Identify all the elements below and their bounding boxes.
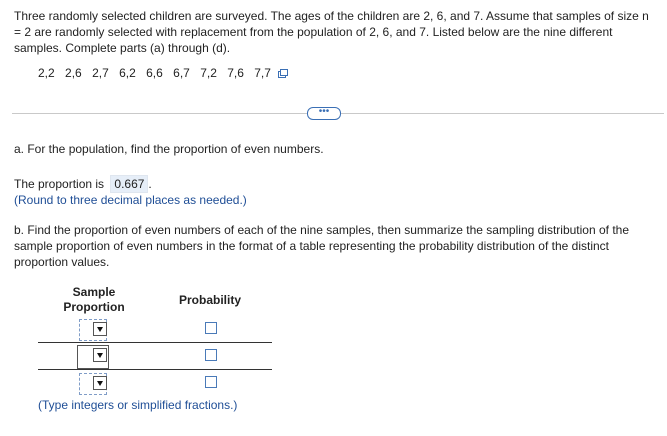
answer-suffix: . <box>148 177 152 191</box>
sample-item: 2,7 <box>92 66 109 80</box>
sample-item: 7,2 <box>200 66 217 80</box>
probability-input-2[interactable] <box>205 349 217 361</box>
sample-item: 2,6 <box>65 66 82 80</box>
column-header-probability: Probability <box>178 293 241 307</box>
sample-proportion-dropdown-1[interactable] <box>93 322 107 336</box>
answer-prefix: The proportion is <box>14 177 105 191</box>
expand-more-button[interactable]: ••• <box>307 107 341 120</box>
sample-proportion-dropdown-2[interactable] <box>93 348 107 362</box>
header-line: Proportion <box>63 300 125 314</box>
sample-item: 6,2 <box>119 66 136 80</box>
header-line: Sample <box>72 285 116 299</box>
sample-list <box>38 66 288 80</box>
sample-item: 2,2 <box>38 66 55 80</box>
sample-item: 7,7 <box>254 66 271 80</box>
copy-icon[interactable] <box>278 69 288 78</box>
part-a-answer-line <box>14 175 152 193</box>
problem-intro: Three randomly selected children are surveyed. The ages of the children are 2, 6, and 7. Assume that samples of size n = 2 are randomly selected with replacement from the population of 2, 6, and 7. Listed below are the nine different samples. Complete parts (a) through (d). <box>14 9 649 55</box>
sample-item: 7,6 <box>227 66 244 80</box>
column-header-sample-proportion <box>54 285 134 315</box>
sample-proportion-dropdown-3[interactable] <box>93 376 107 390</box>
sample-item: 6,6 <box>146 66 163 80</box>
table-row-divider <box>38 342 272 343</box>
table-row-divider <box>38 369 272 370</box>
part-a-question: a. For the population, find the proportion of even numbers. <box>14 142 324 156</box>
sample-item: 6,7 <box>173 66 190 80</box>
part-b-question: b. Find the proportion of even numbers of each of the nine samples, then summarize the sampling distribution of the sample proportion of even numbers in the format of a table representing the probability distribution of the distinct proportion values. <box>14 223 630 269</box>
probability-input-1[interactable] <box>205 322 217 334</box>
rounding-hint: (Round to three decimal places as needed.) <box>14 193 247 207</box>
fraction-hint: (Type integers or simplified fractions.) <box>38 398 238 412</box>
probability-input-3[interactable] <box>205 376 217 388</box>
proportion-answer-field[interactable]: 0.667 <box>110 175 148 193</box>
